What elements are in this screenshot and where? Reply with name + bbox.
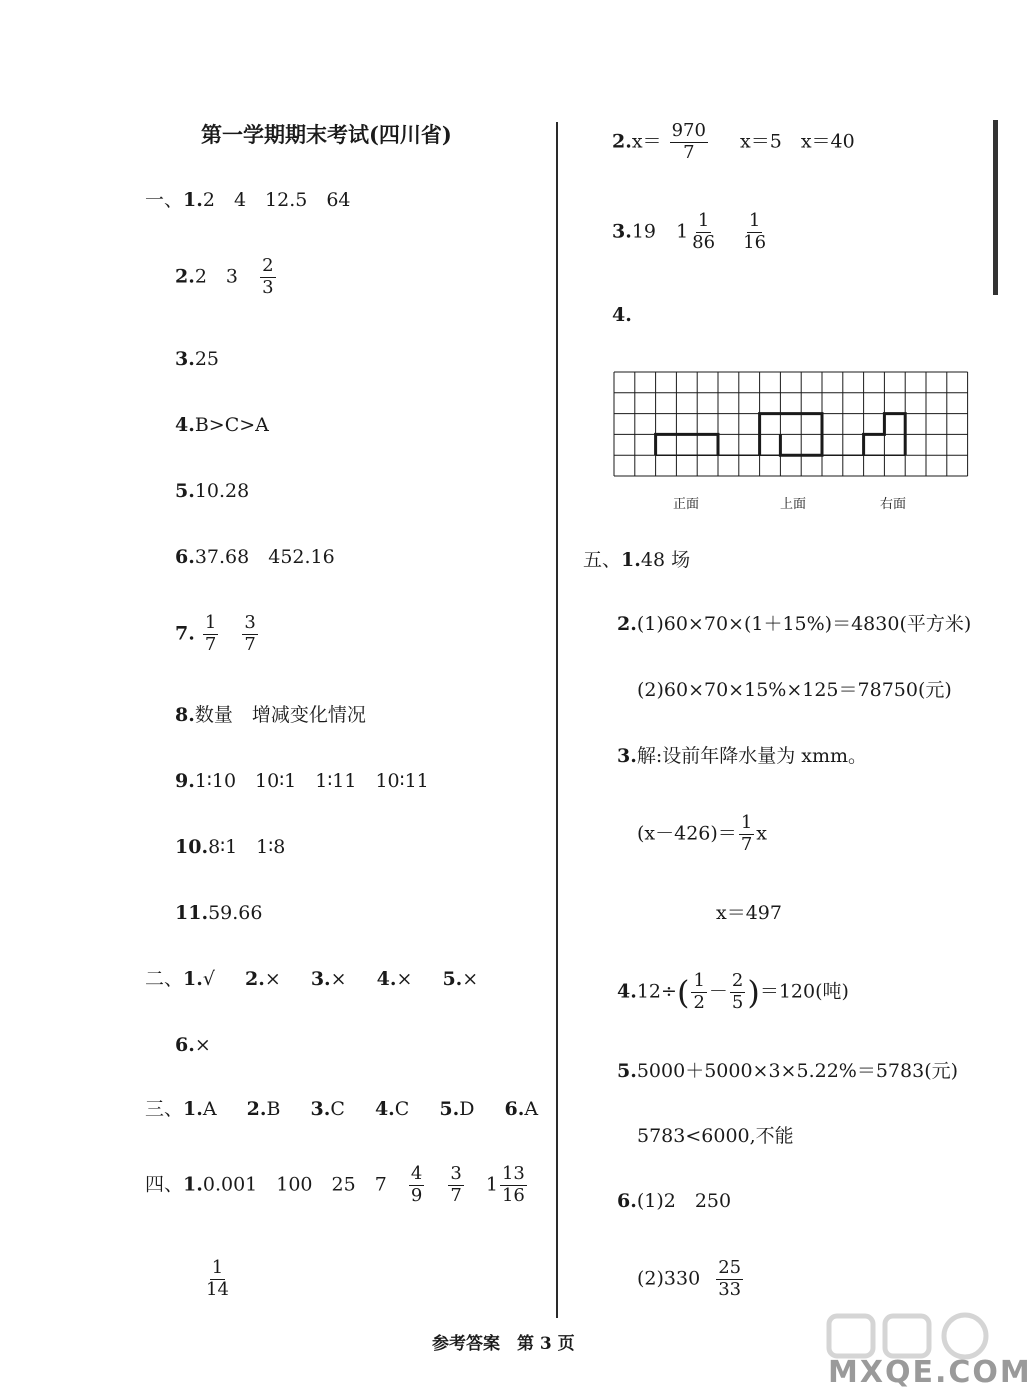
right-q4: 4. (612, 304, 632, 326)
fraction: $\frac{4}{9}$ (410, 1163, 423, 1206)
fraction: $\frac{970}{7}$ (671, 120, 706, 163)
section-1-q8: 8.数量 增减变化情况 (175, 704, 366, 726)
fraction: $\frac{25}{33}$ (718, 1257, 742, 1300)
section-1-q10: 10.8∶1 1∶8 (175, 836, 286, 858)
column-divider (556, 122, 558, 1318)
right-q2: 2.x＝ $\frac{970}{7}$ x＝5 x＝40 (612, 120, 855, 163)
page-footer: 参考答案 第 3 页 (432, 1334, 575, 1354)
label-right-view: 右面 (880, 497, 907, 512)
view-outline (656, 434, 718, 455)
right-q3: 3.19 1 $\frac{1}{86}$ $\frac{1}{16}$ (612, 210, 767, 253)
fraction: $\frac{1}{16}$ (743, 210, 767, 253)
section-2-line2: 6.× (175, 1034, 211, 1056)
section-4-q1-continued (202, 1259, 233, 1300)
section-prefix: 一、 (145, 189, 184, 211)
section-5-q3-equation: (x－426)＝ $\frac{1}{7}$ x (637, 812, 767, 855)
section-5-q3-line1: 3.解:设前年降水量为 xmm。 (617, 745, 868, 767)
section-5-q2-line2: (2)60×70×15%×125＝78750(元) (637, 679, 952, 701)
section-1-q5: 5.10.28 (175, 480, 250, 502)
fraction: $\frac{2}{5}$ (731, 970, 744, 1013)
section-5-q5-line2: 5783<6000,不能 (637, 1125, 794, 1147)
label-top-view: 上面 (780, 497, 807, 512)
section-5-q3-result: x＝497 (716, 902, 782, 924)
fraction: $\frac{1}{7}$ (204, 612, 217, 655)
page-edge-mark (993, 120, 998, 295)
fraction: $\frac{3}{7}$ (244, 612, 256, 655)
section-1-q1: 一、1.2 4 12.5 64 (145, 189, 351, 211)
watermark-text: MXQE.COM (828, 1355, 1032, 1390)
section-1-q4: 4.B>C>A (175, 414, 269, 436)
section-1-q7: 7. $\frac{1}{7}$ $\frac{3}{7}$ (175, 612, 256, 655)
section-1-q2: 2.2 3 $\frac{2}{3}$ (175, 255, 274, 298)
section-1-q3: 3.25 (175, 348, 220, 370)
label-front-view: 正面 (673, 497, 700, 512)
section-5-q6-line1: 6.(1)2 250 (617, 1190, 732, 1212)
section-1-q9: 9.1∶10 10∶1 1∶11 10∶11 (175, 770, 429, 792)
fraction: $\frac{3}{7}$ (450, 1163, 462, 1206)
section-5-q4: 4.12÷( $\frac{1}{2}$ － $\frac{2}{5}$ )＝120(吨) (617, 970, 849, 1013)
section-5-q2-line1: 2.(1)60×70×(1＋15%)＝4830(平方米) (617, 613, 972, 635)
page-title: 第一学期期末考试(四川省) (201, 122, 452, 147)
section-4-q1: 四、1.0.001 100 25 7 $\frac{4}{9}$ $\frac{3}{7}$ 1 $\frac{13}{16}$ (145, 1163, 525, 1206)
fraction: $\frac{1}{86}$ (692, 210, 716, 253)
three-view-grid (613, 371, 971, 479)
section-1-q11: 11.59.66 (175, 902, 263, 924)
section-1-q6: 6.37.68 452.16 (175, 546, 335, 568)
fraction: $\frac{2}{3}$ (262, 255, 274, 298)
section-5-q6-line2: (2)330 $\frac{25}{33}$ (637, 1257, 742, 1300)
section-3: 三、1.A 2.B 3.C 4.C 5.D 6.A (145, 1098, 539, 1120)
fraction: $\frac{1}{2}$ (693, 970, 705, 1013)
fraction: $\frac{1}{7}$ (740, 812, 753, 855)
fraction: $\frac{1}{14}$ (206, 1257, 229, 1300)
section-5-q5-line1: 5.5000＋5000×3×5.22%＝5783(元) (617, 1060, 959, 1082)
section-5-q1: 五、1.48 场 (583, 549, 691, 571)
section-2-line1: 二、1.√ 2.× 3.× 4.× 5.× (145, 968, 479, 990)
fraction: $\frac{13}{16}$ (501, 1163, 525, 1206)
